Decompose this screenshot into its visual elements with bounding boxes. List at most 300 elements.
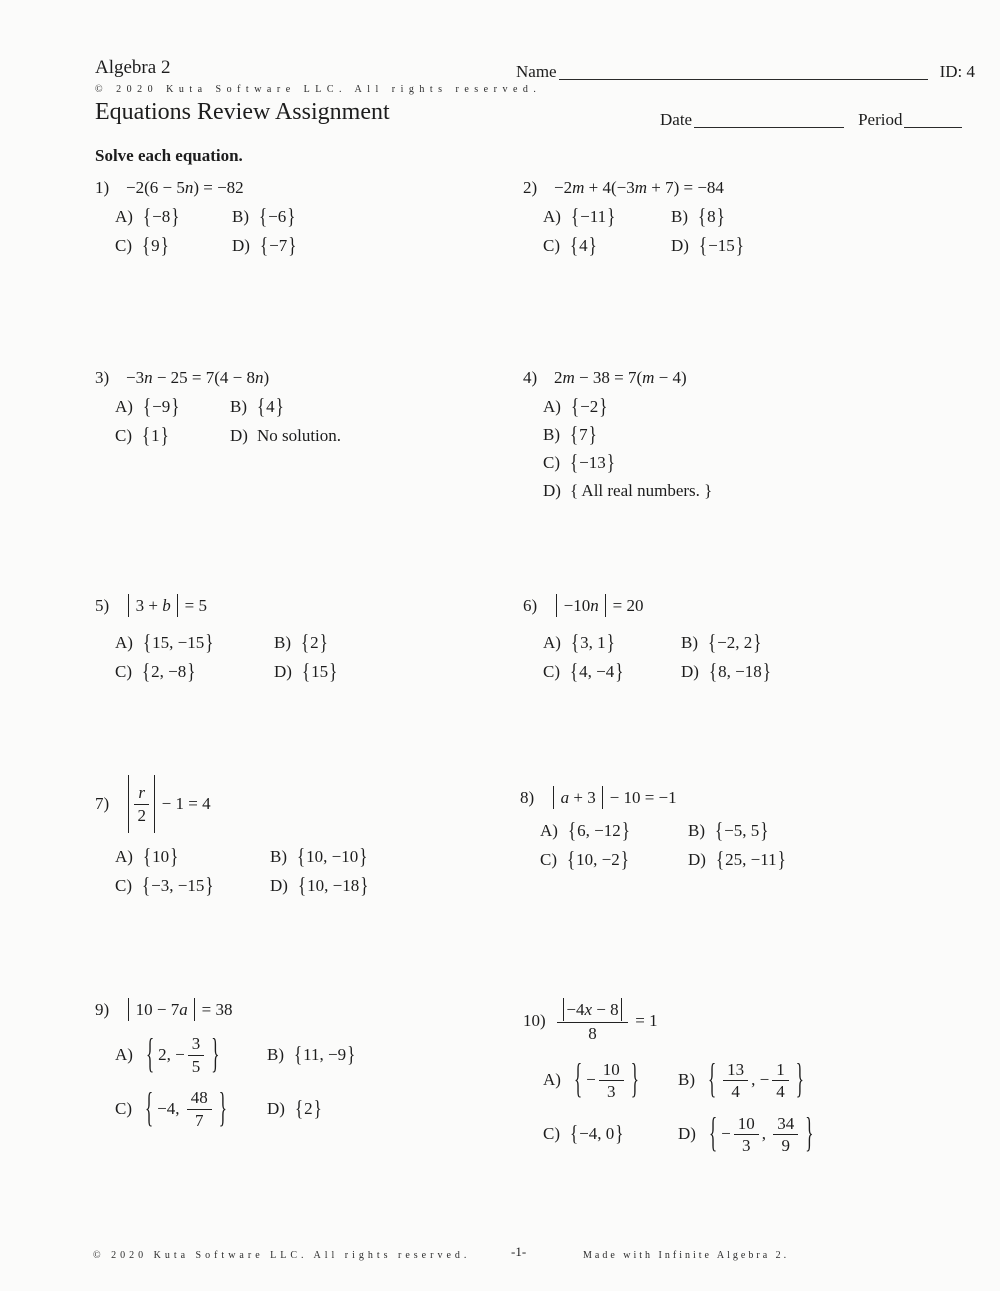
choice-value	[141, 232, 170, 258]
choice-c	[540, 846, 688, 872]
math-text: 1	[151, 425, 160, 445]
question-header	[95, 594, 338, 617]
set-brace: }	[287, 203, 296, 229]
math-text: 10, −18	[307, 875, 360, 895]
choice-label: C)	[543, 235, 560, 255]
choice-row	[543, 659, 772, 684]
choice-row	[543, 450, 712, 475]
math-text: 4	[731, 1081, 740, 1101]
choice-label: A)	[543, 1070, 561, 1090]
set-brace: {	[570, 658, 579, 684]
choice-value	[141, 872, 215, 898]
absolute-value-bar	[621, 998, 622, 1021]
set-brace: {	[570, 1121, 579, 1146]
choice-a	[543, 629, 681, 655]
fraction-numerator	[773, 1114, 798, 1135]
choice-d	[274, 658, 338, 684]
math-text: 2, −	[158, 1045, 185, 1064]
fraction-numerator	[188, 1034, 205, 1055]
absolute-value-bar	[128, 594, 129, 617]
set-brace: }	[319, 629, 328, 655]
math-text: 10 − 7	[131, 999, 180, 1019]
date-blank-line	[694, 107, 844, 128]
set-brace: }	[615, 658, 624, 684]
math-text: { All real numbers. }	[569, 480, 713, 500]
question-header	[95, 178, 297, 198]
fraction-denominator	[588, 1023, 597, 1043]
choice-label: D)	[543, 480, 561, 500]
worksheet-id: ID: 4	[939, 62, 975, 81]
fraction-numerator	[134, 783, 149, 804]
name-label: Name	[516, 62, 557, 81]
choice-value	[569, 658, 624, 684]
set-brace: {	[708, 1056, 717, 1102]
math-text: −4	[566, 999, 585, 1019]
choice-row	[540, 847, 787, 872]
math-text: + 4(−3	[584, 178, 635, 197]
fraction-denominator	[776, 1081, 785, 1101]
question-number: 7)	[95, 794, 110, 813]
question-equation	[551, 786, 677, 809]
question-header	[523, 594, 772, 617]
set-brace: }	[735, 232, 744, 258]
set-brace: {	[142, 658, 151, 684]
choice-c	[543, 658, 681, 684]
math-text: −4,	[157, 1099, 184, 1118]
math-text: 5	[191, 1056, 201, 1076]
absolute-value-bar	[128, 998, 129, 1021]
set-brace: }	[347, 1042, 356, 1067]
set-brace: }	[359, 843, 368, 869]
choice-label: C)	[115, 425, 132, 445]
fraction-denominator	[192, 1056, 201, 1076]
set-brace: }	[606, 629, 615, 655]
choice-value	[697, 203, 726, 229]
choice-label: B)	[543, 424, 560, 444]
choice-d	[678, 1110, 817, 1156]
set-brace: {	[142, 232, 151, 258]
choices	[115, 394, 341, 448]
math-text: − 25 = 7(4 − 8	[152, 368, 256, 387]
fraction-numerator	[772, 1060, 789, 1081]
set-brace: }	[620, 846, 629, 872]
choice-value	[256, 393, 285, 419]
math-text: + 3	[569, 787, 600, 807]
math-variable: m	[562, 368, 575, 387]
question-header	[523, 368, 712, 388]
math-text: 2, −8	[151, 661, 187, 681]
math-text: −3, −15	[151, 875, 205, 895]
set-brace: }	[170, 843, 179, 869]
set-brace: {	[567, 817, 577, 843]
set-brace: {	[259, 232, 269, 258]
choice-row	[115, 873, 369, 898]
choice-d	[232, 232, 297, 258]
course-name: Algebra 2	[95, 57, 171, 78]
choice-value	[294, 1096, 323, 1121]
set-brace: }	[313, 1096, 322, 1121]
choice-label: D)	[688, 849, 706, 869]
period-label: Period	[858, 110, 903, 129]
choice-value	[704, 1056, 808, 1102]
choice-value	[569, 232, 598, 258]
choice-label: B)	[274, 632, 291, 652]
choice-value	[714, 817, 769, 843]
choice-d	[270, 872, 369, 898]
choice-a	[115, 1031, 267, 1077]
absolute-value-bar	[128, 775, 129, 833]
set-brace: }	[588, 421, 597, 447]
set-brace: {	[294, 1096, 304, 1121]
set-brace: {	[570, 232, 579, 258]
set-brace: }	[805, 1110, 814, 1156]
choice-row	[543, 422, 712, 447]
question-number: 1)	[95, 178, 110, 197]
choice-label: C)	[543, 1124, 560, 1144]
math-text: 8	[588, 1024, 597, 1043]
math-text: 11, −9	[303, 1045, 347, 1064]
choice-value	[142, 203, 180, 229]
choice-label: B)	[681, 632, 698, 652]
choice-value	[141, 658, 196, 684]
choice-row	[115, 1084, 356, 1134]
choice-label: D)	[671, 235, 689, 255]
set-brace: {	[142, 629, 152, 655]
choice-row	[540, 818, 787, 843]
fraction-numerator	[599, 1060, 624, 1081]
choice-d	[671, 232, 745, 258]
fraction-numerator	[723, 1060, 748, 1081]
choice-label: A)	[543, 632, 561, 652]
question-number: 9)	[95, 999, 110, 1019]
set-brace: {	[708, 658, 718, 684]
choice-c	[543, 449, 616, 475]
choice-value	[715, 846, 787, 872]
set-brace: {	[570, 203, 580, 229]
choice-value	[570, 481, 712, 501]
instructions: Solve each equation.	[95, 146, 243, 165]
math-variable: m	[642, 368, 655, 387]
set-brace: {	[145, 1031, 155, 1077]
math-text: −10	[559, 595, 591, 615]
math-text: 2	[137, 805, 146, 825]
math-text: = 1	[631, 1010, 658, 1030]
choices	[543, 204, 745, 258]
question-number: 2)	[523, 178, 538, 197]
set-brace: }	[753, 629, 762, 655]
math-text: −8	[152, 206, 171, 226]
question-number: 8)	[520, 787, 535, 807]
choice-value	[142, 1031, 223, 1077]
choice-label: C)	[115, 235, 132, 255]
math-text: 15, −15	[152, 632, 205, 652]
math-variable: b	[162, 595, 171, 615]
math-text: −6	[268, 206, 287, 226]
fraction-denominator	[731, 1081, 740, 1101]
math-text	[188, 1000, 192, 1020]
choice-b	[543, 421, 598, 447]
choice-a	[543, 203, 671, 229]
choice-value	[707, 629, 762, 655]
choice-c	[543, 232, 671, 258]
set-brace: {	[142, 872, 151, 898]
choice-label: B)	[678, 1070, 695, 1090]
math-text: + 7) = −84	[647, 178, 724, 197]
choice-row	[543, 630, 772, 655]
question-header	[95, 368, 341, 388]
set-brace: {	[294, 1042, 303, 1067]
math-text: 9	[151, 235, 160, 255]
math-text: 6, −12	[577, 820, 621, 840]
choice-row	[115, 204, 297, 229]
choice-value	[141, 1085, 231, 1131]
absolute-value-bar	[194, 998, 195, 1021]
set-brace: }	[211, 1031, 220, 1077]
choice-label: A)	[115, 206, 133, 226]
math-text: ) = −82	[193, 178, 244, 197]
math-text: −2, 2	[717, 632, 753, 652]
absolute-value-bar	[556, 594, 557, 617]
choice-row	[543, 233, 745, 258]
choices	[115, 204, 297, 258]
math-text: 4	[776, 1081, 785, 1101]
question-equation	[554, 998, 658, 1043]
set-brace: {	[297, 872, 307, 898]
math-variable: n	[144, 368, 153, 387]
fraction-numerator	[187, 1088, 212, 1109]
choice-row	[115, 233, 297, 258]
math-text: −5, 5	[724, 820, 760, 840]
math-text	[599, 596, 603, 616]
math-text: 4, −4	[579, 661, 615, 681]
choice-label: D)	[230, 425, 248, 445]
math-text: 4	[579, 235, 588, 255]
set-brace: }	[588, 232, 597, 258]
choice-value	[293, 1042, 356, 1067]
choice-label: D)	[232, 235, 250, 255]
set-brace: {	[297, 843, 306, 869]
choice-row	[543, 394, 712, 419]
math-text: −11	[580, 206, 607, 226]
choice-value	[141, 422, 170, 448]
set-brace: }	[795, 1056, 804, 1102]
fraction	[723, 1060, 748, 1101]
set-brace: {	[570, 629, 580, 655]
choice-label: C)	[543, 452, 560, 472]
choices	[543, 1055, 817, 1159]
choice-label: B)	[671, 206, 688, 226]
set-brace: {	[715, 846, 725, 872]
choice-b	[230, 393, 285, 419]
choice-value	[258, 203, 296, 229]
choice-row	[115, 630, 338, 655]
choice-row	[543, 204, 745, 229]
question-number: 3)	[95, 368, 110, 387]
choice-b	[274, 629, 329, 655]
choice-b	[688, 817, 769, 843]
math-text: −3	[126, 368, 145, 387]
choice-b	[232, 203, 296, 229]
math-text: 3 +	[131, 595, 163, 615]
choice-label: A)	[540, 820, 558, 840]
question-5	[95, 594, 338, 684]
choice-c	[115, 1085, 267, 1131]
choice-value	[142, 393, 180, 419]
fraction-denominator	[742, 1135, 751, 1155]
math-variable: n	[255, 368, 264, 387]
math-text: 10	[602, 1059, 620, 1079]
fraction-numerator	[734, 1114, 759, 1135]
choice-value	[569, 421, 598, 447]
math-variable: r	[138, 783, 146, 803]
choice-label: D)	[678, 1124, 696, 1144]
fraction	[557, 998, 628, 1043]
question-equation	[126, 178, 244, 198]
set-brace: }	[329, 658, 338, 684]
set-brace: {	[301, 658, 311, 684]
fraction-denominator	[781, 1135, 790, 1155]
choice-value	[698, 232, 745, 258]
choice-b	[678, 1056, 808, 1102]
math-text: = 38	[197, 999, 233, 1019]
math-text: −	[721, 1124, 731, 1144]
choices	[115, 630, 338, 684]
math-text: 25, −11	[725, 849, 777, 869]
question-10	[523, 998, 817, 1159]
math-text: − 4)	[654, 368, 687, 387]
question-header	[523, 178, 745, 198]
math-text: 8	[707, 206, 716, 226]
choice-label: A)	[115, 632, 133, 652]
date-period-row	[660, 107, 962, 130]
choice-row	[115, 394, 341, 419]
choice-b	[681, 629, 762, 655]
choice-a	[115, 629, 274, 655]
math-text: − 10 = −1	[605, 787, 677, 807]
question-equation	[126, 368, 269, 388]
choice-value	[570, 393, 608, 419]
question-number: 10)	[523, 1010, 546, 1030]
choice-label: A)	[115, 396, 133, 416]
copyright-footer: © 2020 Kuta Software LLC. All rights reserved.	[93, 1250, 471, 1261]
question-7	[95, 775, 369, 898]
choice-value	[705, 1110, 817, 1156]
choice-label: C)	[540, 849, 557, 869]
absolute-value-bar	[177, 594, 178, 617]
math-text: 4	[266, 396, 275, 416]
set-brace: {	[142, 203, 152, 229]
choices	[540, 818, 787, 872]
page-title: Equations Review Assignment	[95, 99, 390, 125]
choice-b	[267, 1042, 356, 1067]
choice-c	[115, 658, 274, 684]
question-equation	[554, 368, 687, 388]
question-1	[95, 178, 297, 258]
choice-label: A)	[543, 396, 561, 416]
set-brace: }	[205, 872, 214, 898]
math-text: 10, −2	[576, 849, 620, 869]
set-brace: }	[171, 203, 180, 229]
set-brace: }	[360, 872, 369, 898]
choice-value	[570, 1056, 643, 1102]
math-text: − 8	[592, 999, 619, 1019]
math-text: −7	[269, 235, 288, 255]
math-variable: a	[560, 787, 570, 807]
choice-value	[297, 872, 369, 898]
fraction	[734, 1114, 759, 1155]
fraction	[188, 1034, 205, 1075]
set-brace: }	[187, 658, 196, 684]
fraction-denominator	[137, 805, 146, 825]
fraction	[599, 1060, 624, 1101]
choices	[543, 394, 712, 503]
set-brace: }	[760, 817, 769, 843]
math-text: − 38 = 7(	[574, 368, 643, 387]
math-text: 48	[190, 1088, 208, 1108]
choice-value	[296, 843, 368, 869]
choice-label: D)	[267, 1099, 285, 1118]
made-with-note: Made with Infinite Algebra 2.	[583, 1250, 790, 1261]
fraction-numerator	[557, 998, 628, 1023]
math-variable: n	[590, 595, 599, 615]
math-text: 3, 1	[580, 632, 606, 652]
question-header	[95, 775, 369, 833]
question-9	[95, 998, 356, 1134]
choice-row	[543, 1109, 817, 1159]
choice-a	[540, 817, 688, 843]
math-text: , −	[751, 1070, 770, 1090]
question-header	[95, 998, 356, 1021]
set-brace: {	[142, 843, 152, 869]
math-text: 2	[310, 632, 319, 652]
math-variable: a	[179, 999, 188, 1019]
choice-label: C)	[115, 1099, 132, 1118]
choice-value	[301, 658, 338, 684]
math-text: −	[586, 1070, 596, 1090]
choice-a	[115, 203, 232, 229]
choice-label: D)	[681, 661, 699, 681]
choice-label: A)	[543, 206, 561, 226]
question-3	[95, 368, 341, 448]
math-text: = 5	[180, 595, 207, 615]
math-text: = 20	[608, 595, 644, 615]
set-brace: {	[567, 846, 576, 872]
choice-c	[115, 422, 230, 448]
set-brace: }	[607, 203, 616, 229]
math-text: −9	[152, 396, 171, 416]
choice-d	[267, 1096, 323, 1121]
math-text: 2	[554, 368, 563, 387]
choice-c	[115, 872, 270, 898]
choice-label: A)	[115, 1045, 133, 1064]
absolute-value-bar	[553, 786, 554, 809]
choice-label: C)	[115, 875, 132, 895]
fraction	[772, 1060, 789, 1101]
math-text: 3	[606, 1081, 616, 1101]
choice-label: D)	[270, 875, 288, 895]
question-number: 5)	[95, 595, 110, 615]
choice-row	[115, 844, 369, 869]
fraction	[134, 783, 149, 824]
set-brace: {	[142, 422, 151, 448]
choice-label: C)	[543, 661, 560, 681]
choice-value	[569, 449, 616, 475]
choice-value	[569, 1121, 624, 1146]
fraction-denominator	[607, 1081, 616, 1101]
question-6	[523, 594, 772, 684]
question-4	[523, 368, 712, 503]
math-text: −15	[708, 235, 735, 255]
